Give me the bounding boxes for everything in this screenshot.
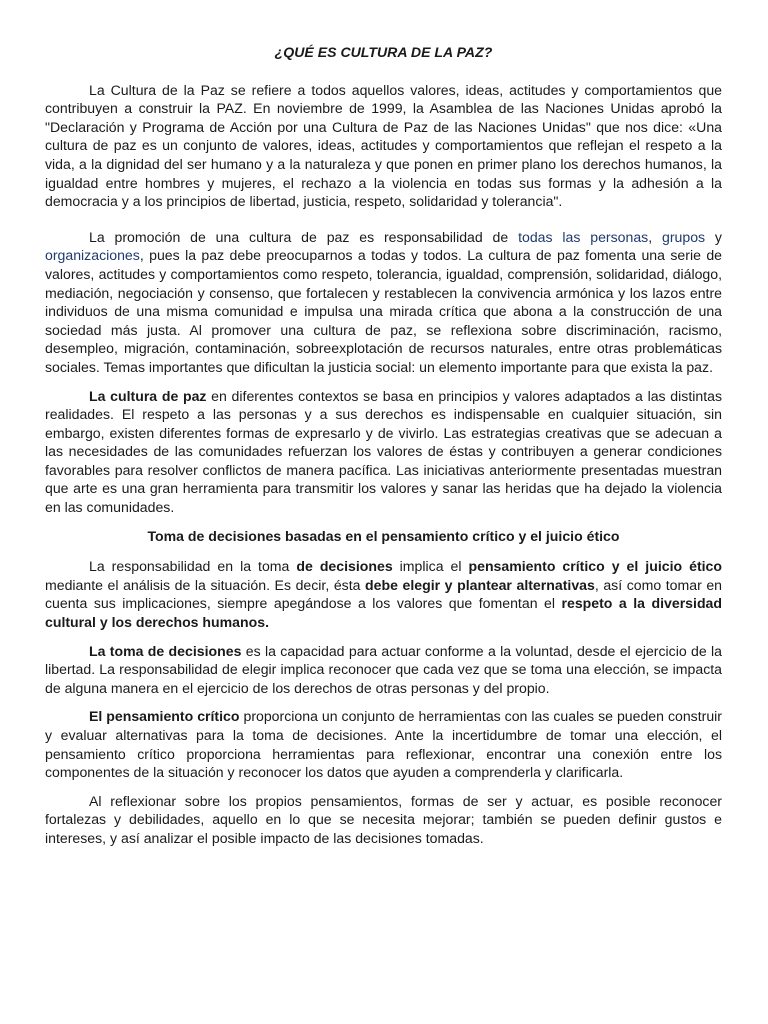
term-cultura-de-paz: La cultura de paz bbox=[89, 387, 207, 404]
paragraph-reflexion-text: Al reflexionar sobre los propios pensamientos, formas de ser y actuar, es posible reconocer fortalezas y debilidades, aquello en lo que se necesita mejorar; también se pueden definir gustos e intereses, y así analizar el posible impacto de las decisiones tomadas. bbox=[45, 792, 722, 846]
section-heading: Toma de decisiones basadas en el pensamiento crítico y el juicio ético bbox=[147, 527, 620, 544]
paragraph-responsabilidad bbox=[45, 557, 722, 631]
pensamiento-critico-text: proporciona un conjunto de herramientas con las cuales se pueden construir y evaluar alternativas para la toma de decisiones. Ante la incertidumbre de tomar una elección, el pensamiento crítico proporciona herramientas para reflexionar, encontrar una conexión entre los componentes de la situación y reconocer los datos que ayuden a comprenderla y clarificarla. bbox=[45, 708, 722, 781]
term-pensamiento-critico: El pensamiento crítico bbox=[89, 708, 240, 725]
promotion-separator-2: y bbox=[705, 228, 722, 245]
paragraph-cultura-de-paz bbox=[45, 387, 722, 517]
paragraph-intro bbox=[45, 81, 722, 211]
paragraph-reflexion bbox=[45, 792, 722, 848]
responsabilidad-text-4: , así como tomar en cuenta sus implicaciones, siempre apegándose a los valores que fomentan el bbox=[45, 576, 723, 612]
promotion-text-end: , pues la paz debe preocuparnos a todas y todos. La cultura de paz fomenta una serie de valores, actitudes y comportamientos como respeto, tolerancia, igualdad, comprensión, solidaridad, diálogo, mediación, negociación y consenso, que fortalecen y restablecen la convivencia armónica y los lazos entre individuos de una misma comunidad e impulsa una mirada crítica que abona a la construcción de una sociedad más justa. Al promover una cultura de paz, se reflexiona sobre discriminación, racismo, desempleo, migración, contaminación, sobreexplotación de recursos naturales, entre otras problemáticas sociales. Temas importantes que dificultan la justicia social: un elemento importante para que exista la paz. bbox=[45, 247, 722, 375]
term-elegir-alternativas: debe elegir y plantear alternativas bbox=[365, 576, 595, 593]
responsabilidad-text-1: La responsabilidad en la toma bbox=[89, 558, 297, 575]
paragraph-intro-text: La Cultura de la Paz se refiere a todos aquellos valores, ideas, actitudes y comportamientos que contribuyen a construir la PAZ. En noviembre de 1999, la Asamblea de las Naciones Unidas aprobó la "Declaración y Programa de Acción por una Cultura de Paz de las Naciones Unidas" que nos dice: «Una cultura de paz es un conjunto de valores, ideas, actitudes y comportamientos que reflejan el respeto a la vida, a la dignidad del ser humano y a la naturaleza y que ponen en primer plano los derechos humanos, la igualdad entre hombres y mujeres, el rechazo a la violencia en todas sus formas y la adhesión a la democracia y a los principios de libertad, justicia, respeto, solidaridad y tolerancia". bbox=[45, 81, 722, 210]
page-title: ¿QUÉ ES CULTURA DE LA PAZ? bbox=[274, 44, 493, 60]
cultura-de-paz-text: en diferentes contextos se basa en principios y valores adaptados a las distintas realidades. El respeto a las personas y a sus derechos es indispensable en cualquier situación, sin embargo, existen diferentes formas de expresarlo y de vivirlo. Las estrategias creativas que se adecuan a las necesidades de las comunidades refuerzan los valores de éstas y contribuyen a generar condiciones favorables para resolver conflictos de manera pacífica. Las iniciativas anteriormente presentadas muestran que arte es una gran herramienta para transmitir los valores y sanar las heridas que ha dejado la violencia en las comunidades. bbox=[45, 387, 723, 516]
responsabilidad-text-3: mediante el análisis de la situación. Es decir, ésta bbox=[45, 576, 366, 593]
term-pensamiento-juicio: pensamiento crítico y el juicio ético bbox=[468, 558, 723, 575]
link-grupos[interactable]: grupos bbox=[662, 228, 706, 245]
link-organizaciones[interactable]: organizaciones bbox=[45, 247, 140, 264]
paragraph-toma-de-decisiones bbox=[45, 642, 722, 698]
toma-de-decisiones-text: es la capacidad para actuar conforme a la voluntad, desde el ejercicio de la libertad. La responsabilidad de elegir implica reconocer que cada vez que se toma una elección, se impacta de alguna manera en el ejercicio de los derechos de otras personas y del propio. bbox=[45, 642, 723, 696]
promotion-separator-1: , bbox=[648, 228, 662, 245]
promotion-text-start: La promoción de una cultura de paz es responsabilidad de bbox=[89, 228, 519, 245]
responsabilidad-text-2: implica el bbox=[392, 558, 469, 575]
link-todas-las-personas[interactable]: todas las personas bbox=[518, 228, 649, 245]
paragraph-pensamiento-critico bbox=[45, 707, 722, 781]
term-toma-de-decisiones: La toma de decisiones bbox=[89, 642, 242, 659]
term-de-decisiones: de decisiones bbox=[296, 558, 393, 575]
paragraph-promotion bbox=[45, 228, 722, 377]
term-respeto-diversidad: respeto a la diversidad cultural y los derechos humanos. bbox=[45, 595, 722, 631]
